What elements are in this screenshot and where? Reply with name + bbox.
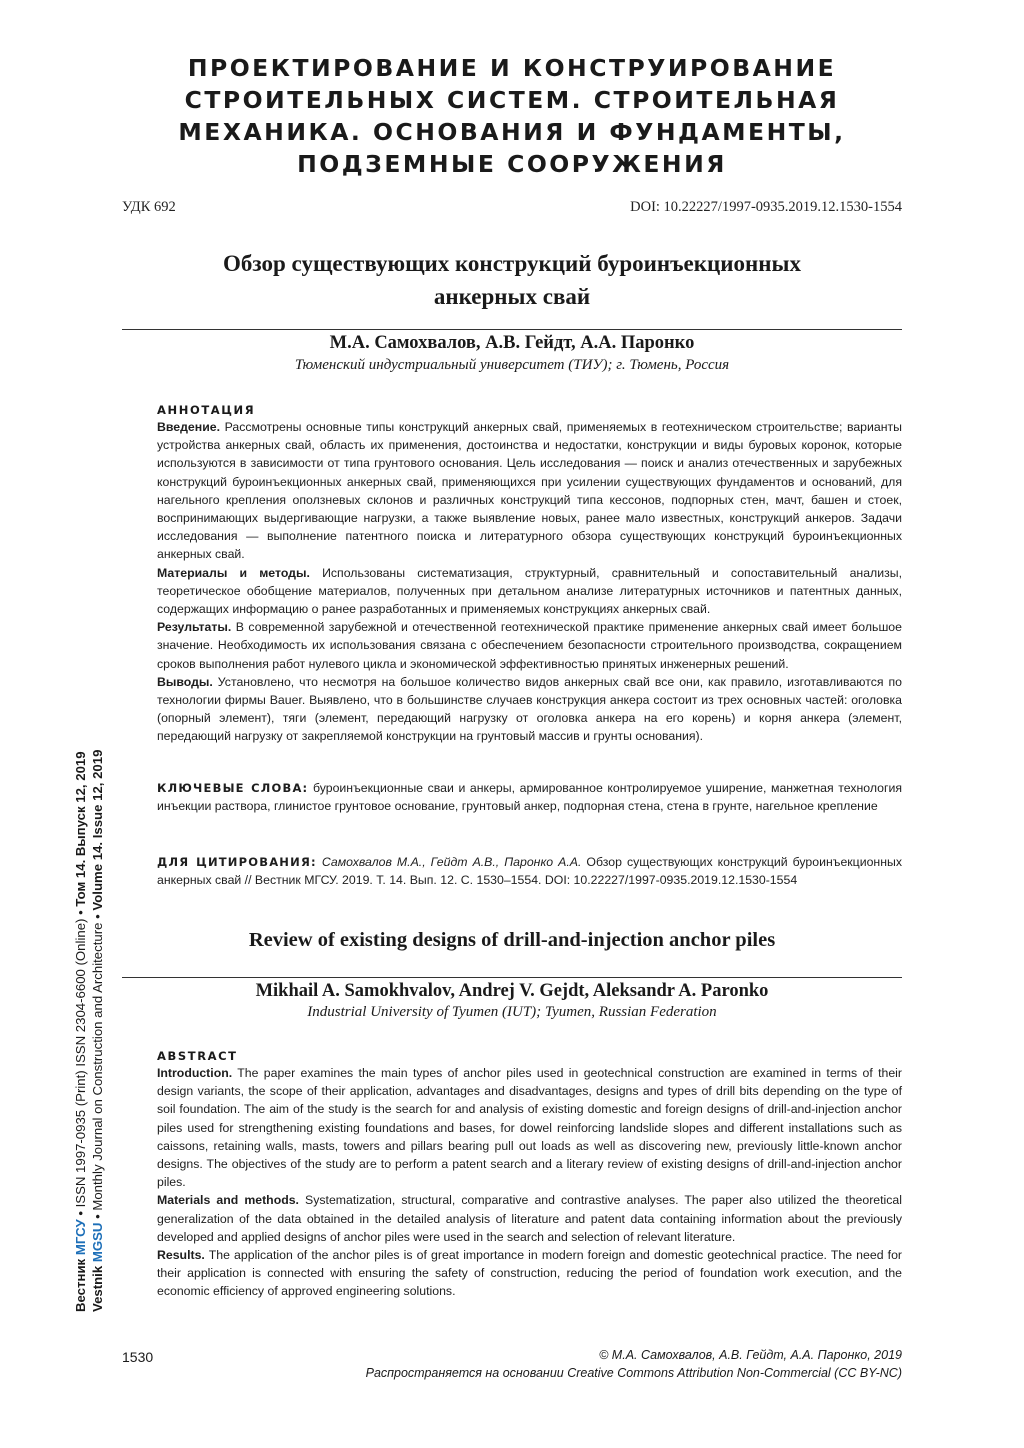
annotation-methods-text: Использованы систематизация, структурный, сравнительный и сопоставительный анализы, теоретическое обобщение материалов, полученных при детальном анализе литературных источников и патентных данных, содержащих информацию о ранее разработанных и применяемых конструкциях анкерных свай. [157,565,902,617]
divider [122,977,902,978]
authors-ru: М.А. Самохвалов, А.В. Гейдт, А.А. Паронко [329,333,695,353]
affiliation-ru: Тюменский индустриальный университет (ТИУ); г. Тюмень, Россия [294,357,730,373]
copyright-notice: © М.А. Самохвалов, А.В. Гейдт, А.А. Паронко, 2019 [599,1348,902,1362]
annotation-methods [157,564,902,619]
citation-authors: Самохвалов М.А., Гейдт А.В., Паронко А.А. [316,855,582,869]
keywords-label: КЛЮЧЕВЫЕ СЛОВА: [157,781,309,795]
section-heading-line: ПРОЕКТИРОВАНИЕ И КОНСТРУИРОВАНИЕ [187,54,837,82]
abstract-body [157,1064,902,1301]
journal-vertical-strip [72,612,106,1312]
abstract-results [157,1246,902,1301]
journal-strip-en [89,612,106,1312]
page-number: 1530 [122,1349,154,1365]
journal-brand-ru: МГСУ [73,1219,88,1256]
journal-issn: • ISSN 1997-0935 (Print) ISSN 2304-6600 (Online) • [73,906,88,1220]
section-heading [140,52,884,180]
annotation-results [157,618,902,673]
abstract-methods [157,1191,902,1246]
citation-label: ДЛЯ ЦИТИРОВАНИЯ: [157,855,317,869]
annotation-heading: АННОТАЦИЯ [157,403,256,417]
annotation-conclusions-label: Выводы. [157,674,213,689]
abstract-results-label: Results. [157,1248,205,1263]
section-heading-line: МЕХАНИКА. ОСНОВАНИЯ И ФУНДАМЕНТЫ, [178,118,846,146]
journal-subtitle-en: • Monthly Journal on Construction and Architecture • [90,910,105,1223]
abstract-intro [157,1064,902,1191]
journal-issue-ru: Том 14. Выпуск 12, 2019 [73,751,88,907]
section-heading-line: СТРОИТЕЛЬНЫХ СИСТЕМ. СТРОИТЕЛЬНАЯ [184,86,840,114]
article-title-ru-line: анкерных свай [433,284,591,309]
annotation-intro [157,418,902,564]
keywords-block [157,779,902,815]
journal-name-en: Vestnik [90,1262,105,1312]
annotation-results-label: Результаты. [157,620,232,635]
article-title-en: Review of existing designs of drill-and-injection anchor piles [248,929,776,951]
abstract-results-text: The application of the anchor piles is of great importance in modern foreign and domestic geotechnical practice. The need for their application is connected with ensuring the safety of construction, reducing the period of foundation work execution, and the economic efficiency of approved engineering solutions. [157,1248,902,1299]
affiliation-en: Industrial University of Tyumen (IUT); Tyumen, Russian Federation [307,1004,717,1020]
journal-issue-en: Volume 14. Issue 12, 2019 [90,749,105,911]
annotation-intro-label: Введение. [157,420,221,434]
abstract-heading: ABSTRACT [157,1049,238,1063]
footer-license [366,1346,902,1382]
journal-strip-ru [72,612,89,1312]
keywords-text: буроинъекционные сваи и анкеры, армированное контролируемое уширение, манжетная технология инъекции раствора, глинистое грунтовое основание, грунтовый анкер, подпорная стена, стена в грунте, нагельное крепление [157,781,902,814]
annotation-body [157,418,902,746]
annotation-results-text: В современной зарубежной и отечественной геотехнической практике применение анкерных свай имеет большое значение. Необходимость их использования связана с обеспечением безопасности строительного производства, сокращением сроков выполнения работ нулевого цикла и экономической эффективностью принятых инженерных решений. [157,620,902,671]
article-title-ru-line: Обзор существующих конструкций буроинъекционных [223,251,801,276]
abstract-intro-label: Introduction. [157,1066,233,1080]
abstract-methods-text: Systematization, structural, comparative and contrastive analyses. The paper also utilized the theoretical generalization of the data obtained in the detailed analysis of literature and patent data containing information about the previously developed and applied designs of anchor piles were used in the search and selection of relevant literature. [157,1193,903,1244]
annotation-conclusions [157,673,902,746]
journal-brand-en: MGSU [90,1222,105,1263]
abstract-methods-label: Materials and methods. [157,1193,299,1208]
journal-name-ru: Вестник [73,1255,88,1312]
article-title-ru [120,247,904,313]
citation-block [157,853,902,889]
license-notice: Распространяется на основании Creative Commons Attribution Non-Commercial (CC BY-NC) [365,1366,902,1380]
annotation-conclusions-text: Установлено, что несмотря на большое количество видов анкерных свай все они, как правило, изготавливаются по технологии фирмы Bauer. Выявлено, что в большинстве случаев конструкция анкера состоит из трех основных частей: оголовка (опорный элемент), тяги (элемент, передающий нагрузку от оголовка анкера на его корень) и корня анкера (элемент, передающий нагрузку от закрепляемой конструкции на грунтовый массив и грунты основания). [157,674,902,744]
annotation-intro-text: Рассмотрены основные типы конструкций анкерных свай, применяемых в геотехническом строительстве; варианты устройства анкерных свай, область их применения, достоинства и недостатки, конструкции и виды буровых коронок, которые используются в зависимости от типа грунтового основания. Цель исследования — поиск и анализ отечественных и зарубежных конструкций буроинъекционных анкерных свай, применяющихся при усилении существующих фундаментов и оснований, для нагельного крепления оползневых склонов и различных конструкций типа кессонов, подпорных стен, мачт, башен и стоек, воспринимающих выдергивающие нагрузки, а также выявление новых, ранее мало известных, конструкций анкеров. Задачи исследования — выполнение патентного поиска и литературного обзора существующих конструкций буроинъекционных анкерных свай. [157,420,902,562]
authors-en: Mikhail A. Samokhvalov, Andrej V. Gejdt, Aleksandr A. Paronko [255,981,769,1001]
abstract-intro-text: The paper examines the main types of anchor piles used in geotechnical construction are examined in terms of their design variants, the scope of their application, advantages and disadvantages, designs and types of drill bits depending on the type of soil foundation. The aim of the study is the search for and analysis of existing domestic and foreign designs of drill-and-injection anchor piles used for strengthening existing foundations and bases, for dowel reinforcing landslide slopes and different installations such as caissons, retaining walls, masts, towers and pillars bearing pull out loads as well as discovering new, previously little-known anchor designs. The objectives of the study are to perform a patent search and a literary review of existing designs of drill-and-injection anchor piles. [157,1066,902,1190]
doi: DOI: 10.22227/1997-0935.2019.12.1530-1554 [630,199,902,215]
citation-text: Обзор существующих конструкций буроинъекционных анкерных свай // Вестник МГСУ. 2019. Т. 14. Вып. 12. С. 1530–1554. DOI: 10.22227/1997-0935.2019.12.1530-1554 [157,855,902,888]
annotation-methods-label: Материалы и методы. [157,565,310,580]
divider [122,329,902,330]
udk-code: УДК 692 [122,199,176,215]
section-heading-line: ПОДЗЕМНЫЕ СООРУЖЕНИЯ [297,150,727,178]
